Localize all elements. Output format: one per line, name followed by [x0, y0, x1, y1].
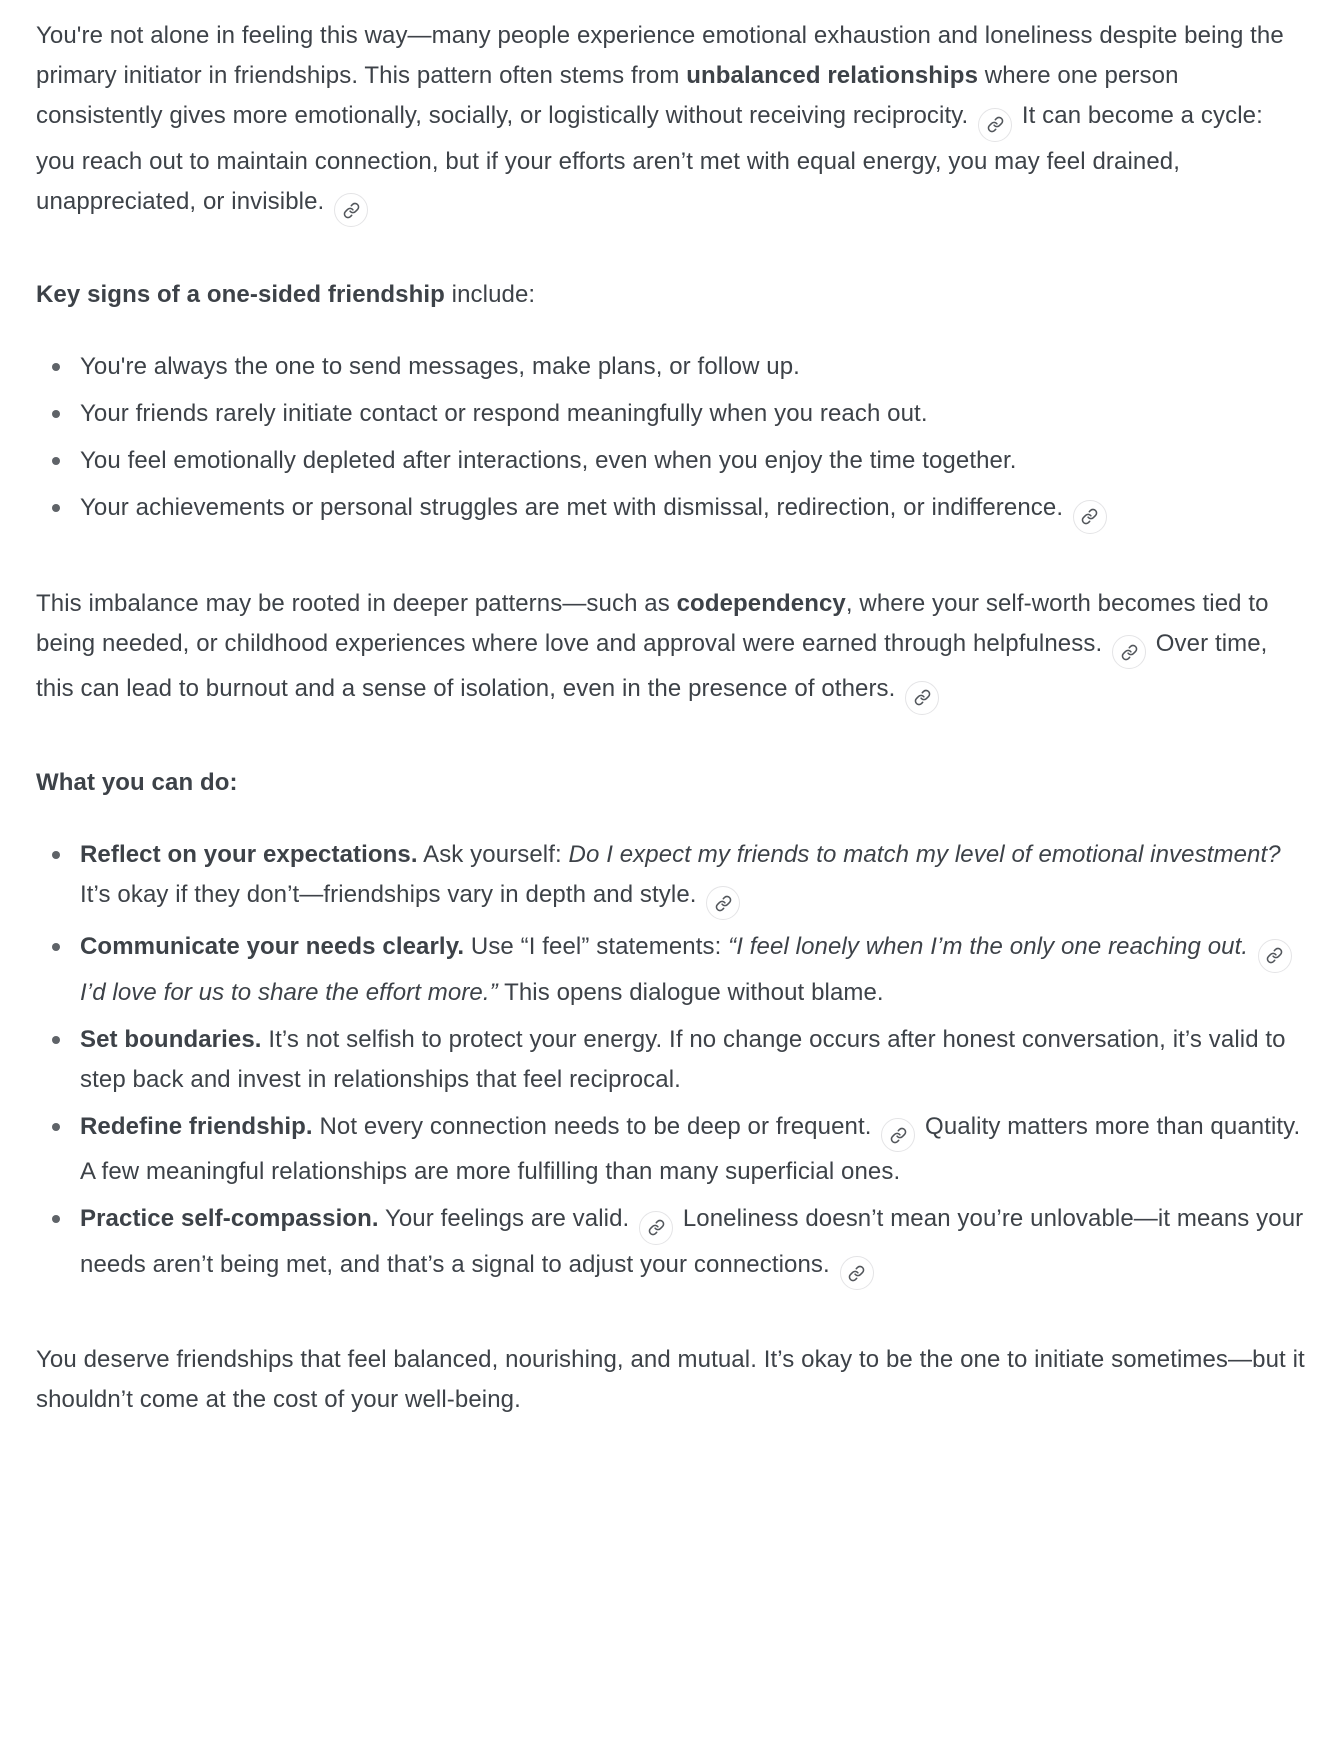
list-item [36, 488, 1306, 534]
text-run-bold: What you can do: [36, 768, 238, 796]
text-run: You're always the one to send messages, make plans, or follow up. [80, 353, 800, 380]
citation-link-icon[interactable] [881, 1118, 915, 1152]
list-item [36, 835, 1306, 921]
text-run-bold: Reflect on your expectations. [80, 840, 418, 868]
text-run-bold: Practice self-compassion. [80, 1205, 379, 1232]
intro-paragraph [36, 16, 1306, 227]
citation-link-icon[interactable] [978, 108, 1012, 142]
text-run: You deserve friendships that feel balanced, nourishing, and mutual. It’s okay to be the one to initiate sometimes—but it shouldn’t come at the cost of your well-being. [36, 1346, 1305, 1413]
text-run: This opens dialogue without blame. [497, 978, 884, 1006]
text-run: include: [444, 281, 536, 308]
text-run: where one person consistently gives more emotionally, socially, or logistically without receiving reciprocity. [36, 62, 1179, 129]
text-run: Quality matters more than quantity. A few meaningful relationships are more fulfilling than many superficial ones. [80, 1112, 1301, 1185]
list-item [36, 1107, 1306, 1193]
list-item [36, 927, 1306, 1013]
key-signs-list [36, 347, 1306, 534]
list-item [36, 347, 1306, 387]
list-item [36, 1199, 1306, 1290]
text-run: Loneliness doesn’t mean you’re unlovable—it means your needs aren’t being met, and that’s a signal to adjust your connections. [80, 1205, 1304, 1278]
answer-page [0, 16, 1342, 1753]
text-run-italic: Do I expect my friends to match my level of emotional investment? [568, 840, 1281, 868]
text-run-bold: Key signs of a one-sided friendship [36, 281, 445, 308]
what-you-can-do-heading [36, 763, 1306, 803]
text-run-bold: unbalanced relationships [686, 62, 979, 89]
text-run: This imbalance may be rooted in deeper patterns—such as [36, 589, 677, 617]
text-run: Over time, this can lead to burnout and a sense of isolation, even in the presence of others. [36, 629, 1268, 702]
text-run: You're not alone in feeling this way—many people experience emotional exhaustion and loneliness despite being the primary initiator in friendships. This pattern often stems from [36, 22, 1284, 89]
citation-link-icon[interactable] [334, 193, 368, 227]
list-item [36, 394, 1306, 434]
text-run-italic: I’d love for us to share the effort more.” [80, 978, 498, 1006]
text-run: Your achievements or personal struggles are met with dismissal, redirection, or indifference. [80, 494, 1070, 521]
citation-link-icon[interactable] [1073, 500, 1107, 534]
text-run-bold: Set boundaries. [80, 1025, 262, 1053]
text-run: Not every connection needs to be deep or frequent. [312, 1112, 879, 1140]
closing-paragraph [36, 1340, 1306, 1420]
list-item [36, 1020, 1306, 1100]
text-run: Your friends rarely initiate contact or respond meaningfully when you reach out. [80, 400, 928, 427]
citation-link-icon[interactable] [639, 1211, 673, 1245]
citation-link-icon[interactable] [1258, 939, 1292, 973]
citation-link-icon[interactable] [905, 681, 939, 715]
text-run: You feel emotionally depleted after interactions, even when you enjoy the time together. [80, 447, 1017, 474]
text-run: It can become a cycle: you reach out to maintain connection, but if your efforts aren’t met with equal energy, you may feel drained, unappreciated, or invisible. [36, 102, 1263, 215]
text-run: Your feelings are valid. [378, 1205, 637, 1232]
text-run: Use “I feel” statements: [464, 933, 729, 960]
citation-link-icon[interactable] [840, 1256, 874, 1290]
codependency-paragraph [36, 584, 1306, 715]
text-run: Ask yourself: [417, 840, 569, 868]
citation-link-icon[interactable] [1112, 635, 1146, 669]
text-run: It’s okay if they don’t—friendships vary in depth and style. [80, 880, 704, 908]
text-run-bold: codependency [676, 589, 846, 617]
citation-link-icon[interactable] [706, 886, 740, 920]
text-run-italic: “I feel lonely when I’m the only one reaching out. [728, 933, 1255, 960]
advice-list [36, 835, 1306, 1291]
text-run-bold: Communicate your needs clearly. [80, 933, 465, 960]
text-run-bold: Redefine friendship. [80, 1112, 313, 1140]
key-signs-heading [36, 275, 1306, 315]
answer-content [36, 16, 1306, 1420]
text-run: It’s not selfish to protect your energy. If no change occurs after honest conversation, it’s valid to step back and invest in relationships that feel reciprocal. [80, 1025, 1286, 1093]
text-run: , where your self-worth becomes tied to being needed, or childhood experiences where love and approval were earned through helpfulness. [36, 589, 1269, 657]
list-item [36, 441, 1306, 481]
